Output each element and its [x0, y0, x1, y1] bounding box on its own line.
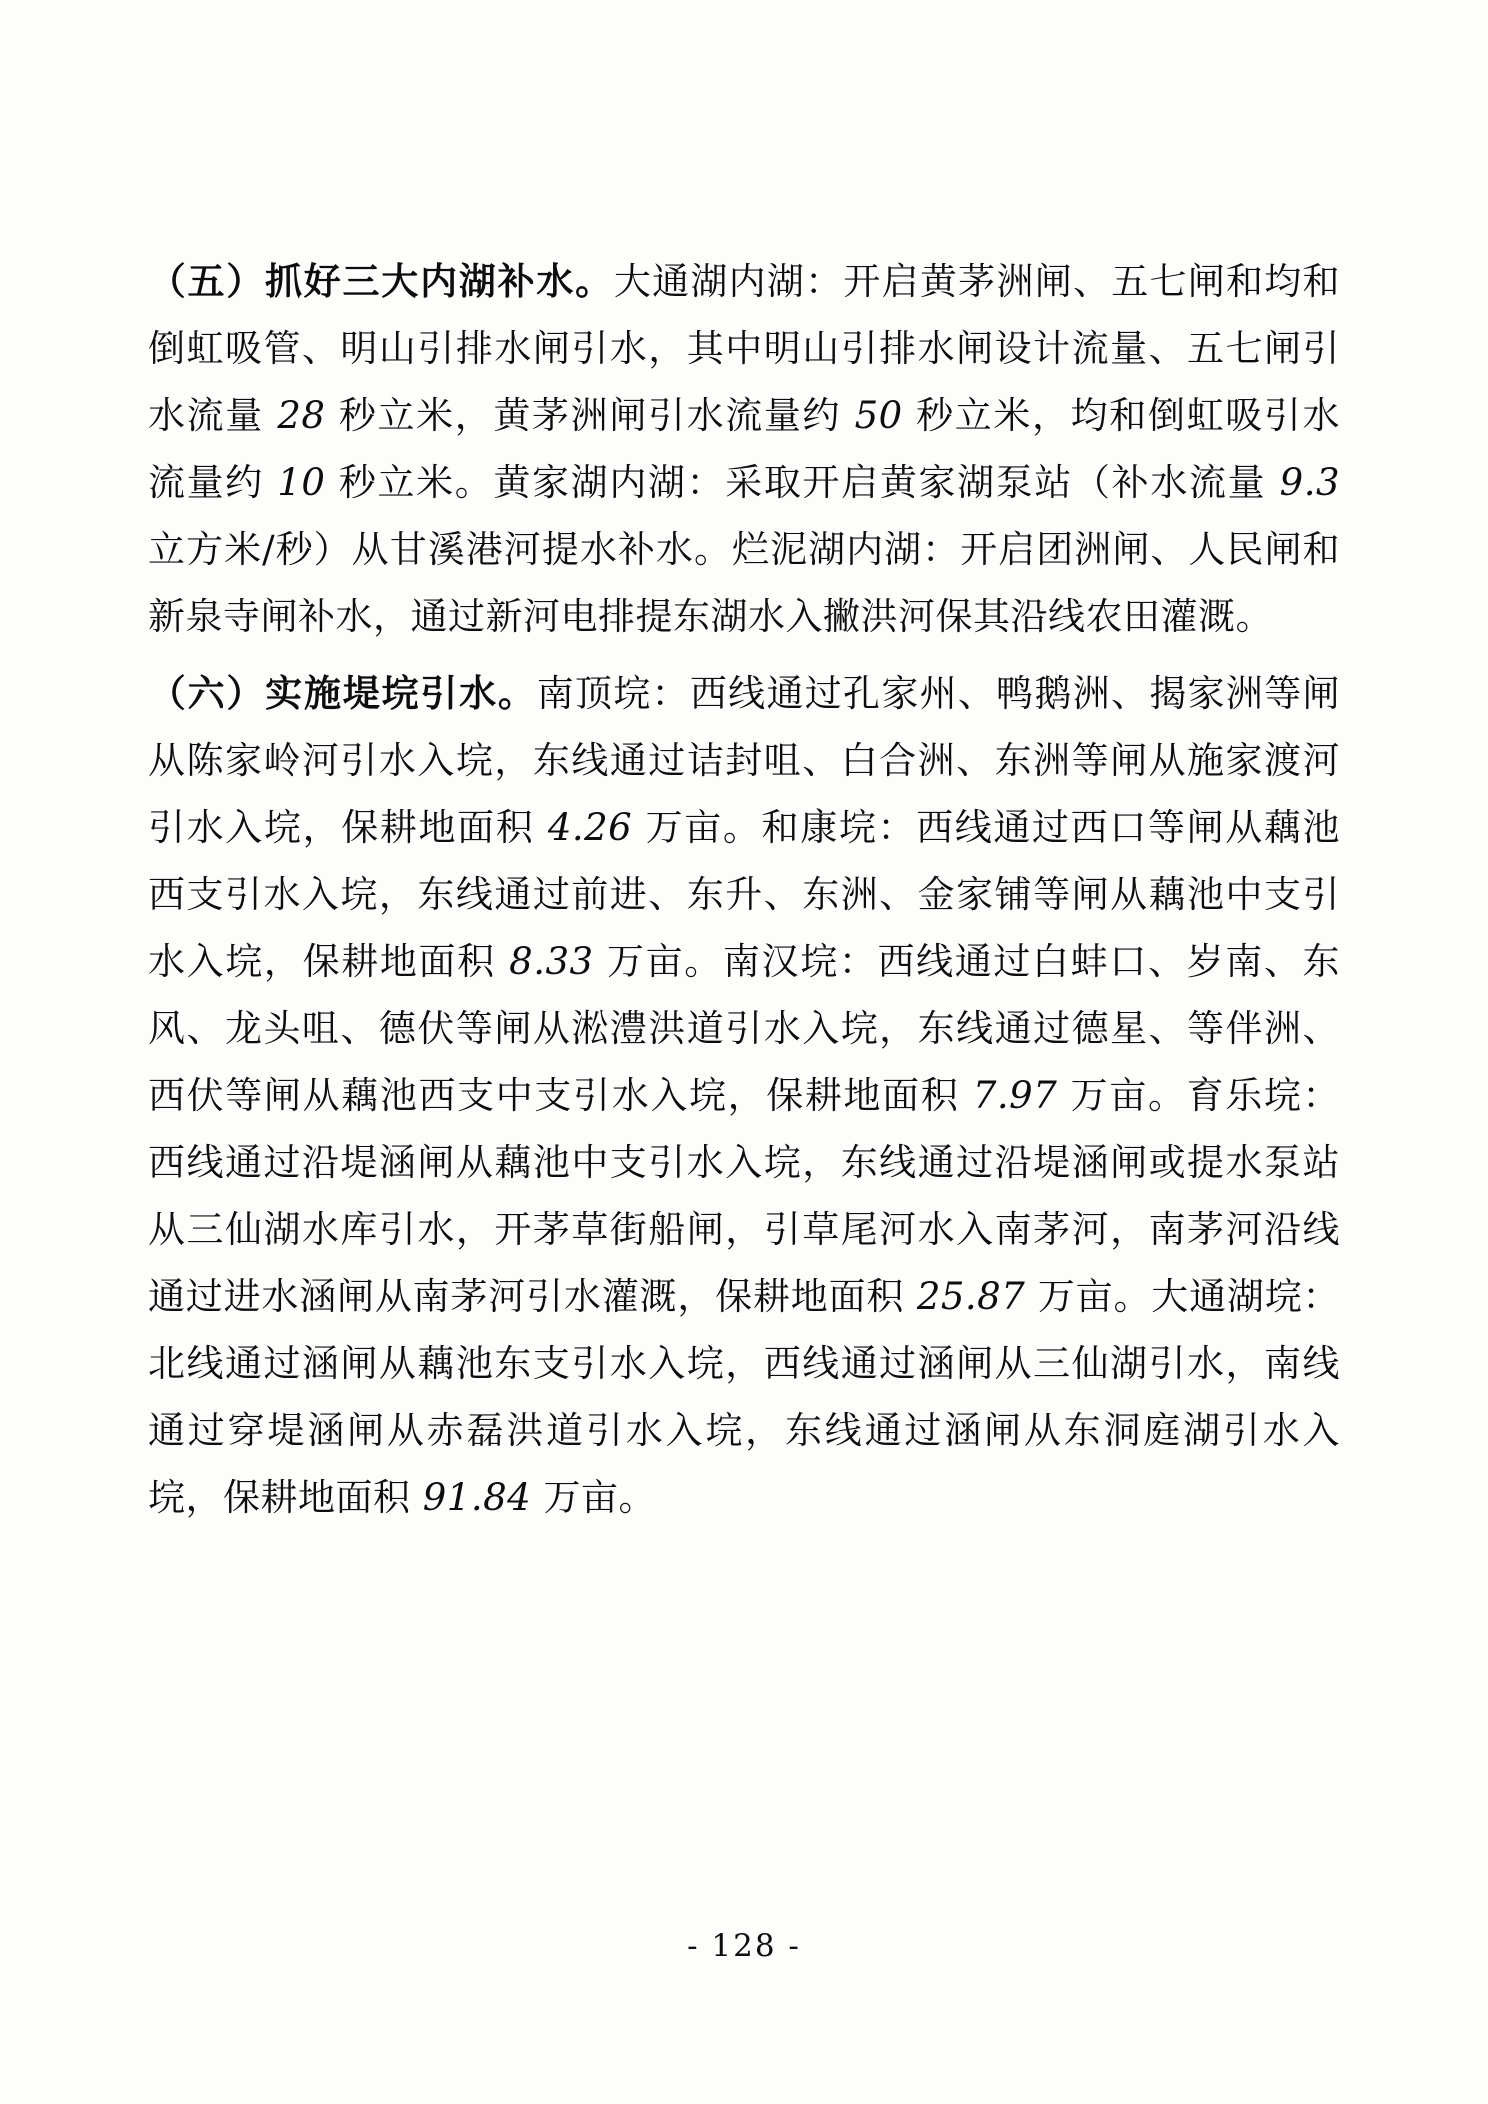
paragraph-text: 秒立米。黄家湖内湖：采取开启黄家湖泵站（补水流量	[338, 461, 1267, 504]
paragraph-text: 大通湖内湖：开启黄茅洲闸、五七闸和均和倒虹吸管、明山引排水闸引水，其中明山引排水闸设计流量、五七闸引水流量	[148, 260, 1341, 437]
paragraph-text: 南顶垸：西线通过孔家州、鸭鹅洲、揭家洲等闸从陈家岭河引水入垸，东线通过诘封咀、白合洲、东洲等闸从施家渡河引水入垸，保耕地面积	[148, 672, 1341, 849]
inline-figure: 91.84	[410, 1476, 544, 1519]
paragraph-text: 万亩。	[543, 1476, 656, 1519]
paragraph-text: 万亩。育乐垸：西线通过沿堤涵闸从藕池中支引水入垸，东线通过沿堤涵闸或提水泵站从三仙湖水库引水，开茅草街船闸，引草尾河水入南茅河，南茅河沿线通过进水涵闸从南茅河引水灌溉，保耕地面积	[148, 1074, 1341, 1318]
inline-figure: 4.26	[534, 806, 646, 849]
paragraph-section-six	[148, 660, 1340, 1531]
inline-figure: 10	[263, 461, 339, 504]
paragraph-text: 秒立米，黄茅洲闸引水流量约	[338, 394, 842, 437]
inline-figure: 50	[841, 394, 917, 437]
paragraph-text: 万亩。和康垸：西线通过西口等闸从藕池西支引水入垸，东线通过前进、东升、东洲、金家铺等闸从藕池中支引水入垸，保耕地面积	[148, 806, 1341, 983]
paragraph-heading: （五）抓好三大内湖补水。	[148, 259, 614, 303]
paragraph-heading: （六）实施堤垸引水。	[148, 671, 537, 715]
paragraph-text: 万亩。大通湖垸：北线通过涵闸从藕池东支引水入垸，西线通过涵闸从三仙湖引水，南线通过穿堤涵闸从赤磊洪道引水入垸，东线通过涵闸从东洞庭湖引水入垸，保耕地面积	[148, 1275, 1341, 1519]
inline-figure: 7.97	[959, 1074, 1071, 1117]
document-body	[148, 248, 1340, 1535]
paragraph-text: 万亩。南汉垸：西线通过白蚌口、岁南、东风、龙头咀、德伏等闸从淞澧洪道引水入垸，东线通过德星、等伴洲、西伏等闸从藕池西支中支引水入垸，保耕地面积	[148, 940, 1341, 1117]
paragraph-section-five	[148, 248, 1340, 650]
paragraph-text: 立方米/秒）从甘溪港河提水补水。烂泥湖内湖：开启团洲闸、人民闸和新泉寺闸补水，通过新河电排提东湖水入撇洪河保其沿线农田灌溉。	[148, 528, 1340, 638]
inline-figure: 8.33	[495, 940, 607, 983]
paragraph-text: 秒立米，均和倒虹吸引水流量约	[148, 394, 1341, 504]
inline-figure: 28	[263, 394, 339, 437]
inline-figure: 25.87	[904, 1275, 1038, 1318]
page-number: - 128 -	[687, 1928, 801, 1964]
inline-figure: 9.3	[1266, 461, 1341, 504]
